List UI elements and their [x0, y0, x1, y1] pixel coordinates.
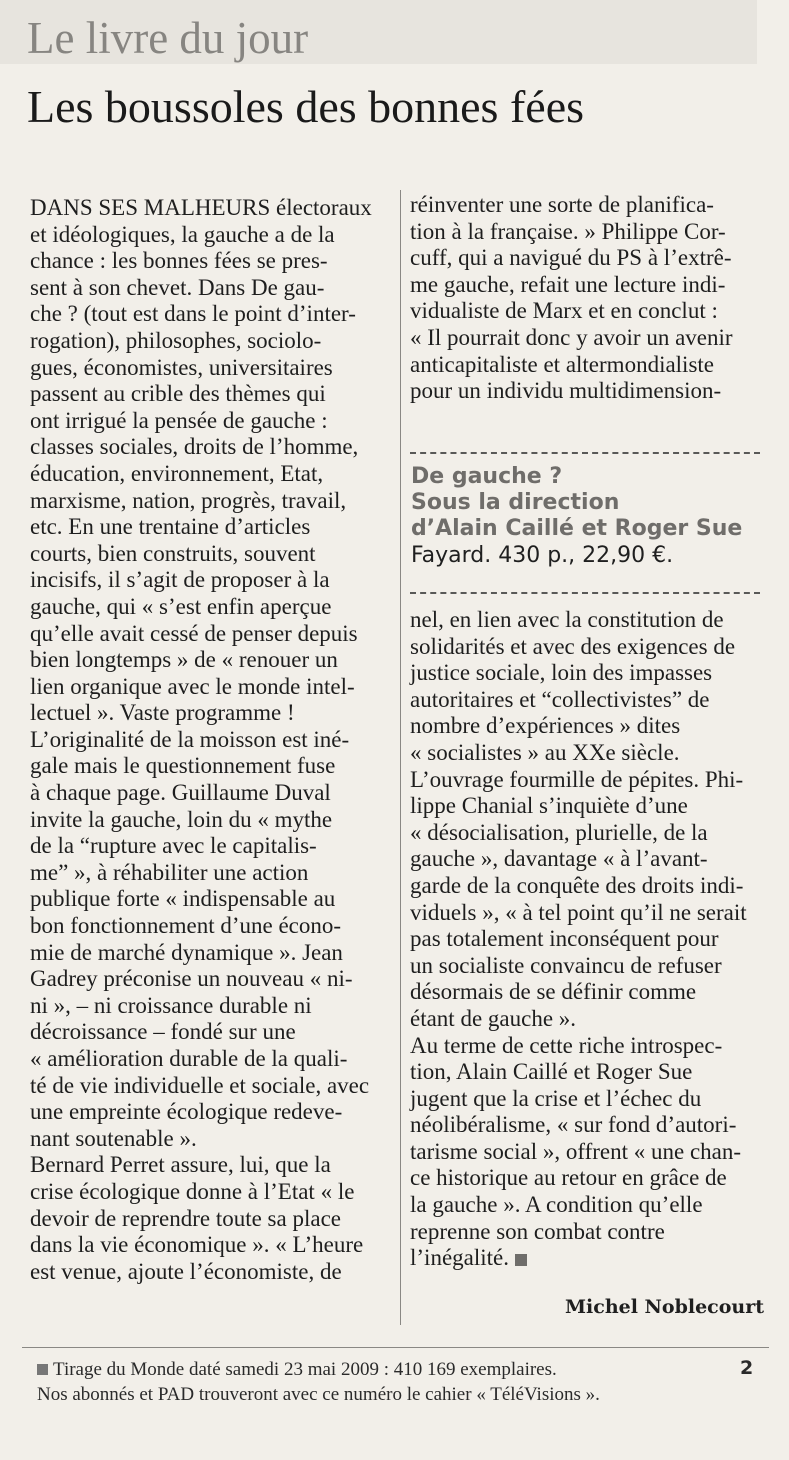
text-line: etc. En une trentaine d’articles — [30, 514, 311, 540]
text-line: pour un individu multidimension- — [410, 378, 722, 404]
text-line: chance : les bonnes fées se pres- — [30, 248, 328, 274]
article-column-right-top — [410, 192, 760, 405]
text-line: publique forte « indispensable au — [30, 886, 336, 912]
text-line: un socialiste convaincu de refuser — [410, 952, 722, 978]
book-box-bottom-rule — [410, 592, 760, 594]
text-line: désormais de se définir comme — [410, 979, 697, 1005]
text-line: vidualiste de Marx et en conclut : — [410, 298, 718, 324]
text-line: Gadrey préconise un nouveau « ni- — [30, 966, 353, 992]
text-line: mie de marché dynamique ». Jean — [30, 939, 343, 965]
text-line: me gauche, refait une lecture indi- — [410, 271, 726, 297]
page-title: Les boussoles des bonnes fées — [27, 81, 585, 132]
text-line: marxisme, nation, progrès, travail, — [30, 487, 347, 513]
text-line: néolibéralisme, « sur fond d’autori- — [410, 1112, 737, 1138]
text-line: Bernard Perret assure, lui, que la — [30, 1152, 331, 1178]
text-line: invite la gauche, loin du « mythe — [30, 806, 333, 832]
text-line: courts, bien construits, souvent — [30, 540, 316, 566]
text-line: est venue, ajoute l’économiste, de — [30, 1258, 342, 1284]
text-line: té de vie individuelle et sociale, avec — [30, 1072, 370, 1098]
text-line: gues, économistes, universitaires — [30, 354, 333, 380]
text-line: « Il pourrait donc y avoir un avenir — [410, 324, 733, 350]
text-line: gale mais le questionnement fuse — [30, 753, 336, 779]
text-line: ce historique au retour en grâce de — [410, 1165, 727, 1191]
text-line: cuff, qui a navigué du PS à l’extrê- — [410, 245, 732, 271]
book-direction-line2: d’Alain Caillé et Roger Sue — [411, 516, 743, 541]
text-line: incisifs, il s’agit de proposer à la — [30, 567, 330, 593]
text-line: ont irrigué la pensée de gauche : — [30, 407, 328, 433]
text-line: dans la vie économique ». « L’heure — [30, 1232, 364, 1258]
text-line: bien longtemps » de « renouer un — [30, 647, 338, 673]
text-line: passent au crible des thèmes qui — [30, 381, 326, 407]
book-info-box — [411, 464, 761, 570]
text-line: me” », à réhabiliter une action — [30, 859, 309, 885]
text-line: gauche », davantage « à l’avant- — [410, 846, 708, 872]
text-line: tion, Alain Caillé et Roger Sue — [410, 1059, 693, 1085]
text-line: éducation, environnement, Etat, — [30, 460, 324, 486]
text-line: tarisme social », offrent « une chan- — [410, 1138, 742, 1164]
section-kicker: Le livre du jour — [27, 13, 309, 63]
column-divider — [400, 190, 401, 1325]
text-line: étant de gauche ». — [410, 1005, 577, 1031]
footer-line-2: Nos abonnés et PAD trouveront avec ce numéro le cahier « TéléVisions ». — [37, 1384, 600, 1405]
text-line: che ? (tout est dans le point d’inter- — [30, 301, 356, 327]
book-publisher: Fayard. 430 p., 22,90 €. — [411, 543, 674, 568]
footer-rule — [22, 1347, 769, 1348]
text-line: reprenne son combat contre — [410, 1218, 665, 1244]
text-line: nant soutenable ». — [30, 1125, 197, 1151]
text-line: qu’elle avait cessé de penser depuis — [30, 620, 358, 646]
text-line: crise écologique donne à l’Etat « le — [30, 1178, 355, 1204]
text-line: décroissance – fondé sur une — [30, 1019, 296, 1045]
text-line: de la “rupture avec le capitalis- — [30, 833, 317, 859]
text-line: anticapitaliste et altermondialiste — [410, 351, 714, 377]
text-line: lectuel ». Vaste programme ! — [30, 700, 295, 726]
text-line: nombre d’expériences » dites — [410, 713, 681, 739]
text-line: nel, en lien avec la constitution de — [410, 607, 724, 632]
text-line: garde de la conquête des droits indi- — [410, 872, 744, 898]
text-line: ni », – ni croissance durable ni — [30, 992, 312, 1018]
article-column-left — [30, 195, 385, 1285]
text-line: gauche, qui « s’est enfin aperçue — [30, 593, 332, 619]
end-mark-icon — [515, 1254, 527, 1266]
text-line: et idéologiques, la gauche a de la — [30, 221, 335, 247]
text-line: pas totalement inconséquent pour — [410, 926, 719, 952]
author-byline: Michel Noblecourt — [565, 1296, 765, 1318]
text-line: sent à son chevet. Dans De gau- — [30, 274, 325, 300]
book-box-top-rule — [410, 452, 760, 454]
text-line: devoir de reprendre toute sa place — [30, 1205, 341, 1231]
footer-line-1-text: Tirage du Monde daté samedi 23 mai 2009 : 410 169 exemplaires. — [53, 1359, 557, 1380]
text-line: lien organique avec le monde intel- — [30, 673, 355, 699]
text-line: l’inégalité. — [410, 1245, 509, 1271]
text-line: classes sociales, droits de l’homme, — [30, 434, 359, 460]
text-line: réinventer une sorte de planifica- — [410, 192, 714, 217]
text-line: la gauche ». A condition qu’elle — [410, 1192, 703, 1218]
text-line: DANS SES MALHEURS électoraux — [30, 195, 372, 220]
book-direction-line1: Sous la direction — [411, 490, 620, 515]
text-line: jugent que la crise et l’échec du — [410, 1085, 702, 1111]
text-line: « amélioration durable de la quali- — [30, 1046, 348, 1071]
text-line: tion à la française. » Philippe Cor- — [410, 218, 726, 244]
text-line: « socialistes » au XXe siècle. — [410, 739, 680, 765]
footer-notice — [37, 1357, 600, 1407]
footer-line-1 — [37, 1357, 600, 1382]
text-line: Au terme de cette riche introspec- — [410, 1032, 723, 1058]
text-line: L’ouvrage fourmille de pépites. Phi- — [410, 766, 744, 792]
text-line: bon fonctionnement d’une écono- — [30, 913, 342, 939]
text-line: L’originalité de la moisson est iné- — [30, 726, 350, 752]
article-column-right-bottom — [410, 607, 760, 1272]
text-line: rogation), philosophes, sociolo- — [30, 327, 322, 353]
text-line: viduels », « à tel point qu’il ne serait — [410, 899, 747, 925]
page-number: 2 — [740, 1357, 754, 1379]
text-line: justice sociale, loin des impasses — [410, 660, 713, 686]
text-line: lippe Chanial s’inquiète d’une — [410, 793, 688, 819]
footer-square-icon — [37, 1364, 48, 1375]
text-line: à chaque page. Guillaume Duval — [30, 780, 331, 806]
text-line: autoritaires et “collectivistes” de — [410, 686, 710, 712]
text-line: « désocialisation, plurielle, de la — [410, 819, 708, 845]
text-line: une empreinte écologique redeve- — [30, 1099, 343, 1125]
text-line: solidarités et avec des exigences de — [410, 633, 736, 659]
book-title: De gauche ? — [411, 464, 563, 489]
